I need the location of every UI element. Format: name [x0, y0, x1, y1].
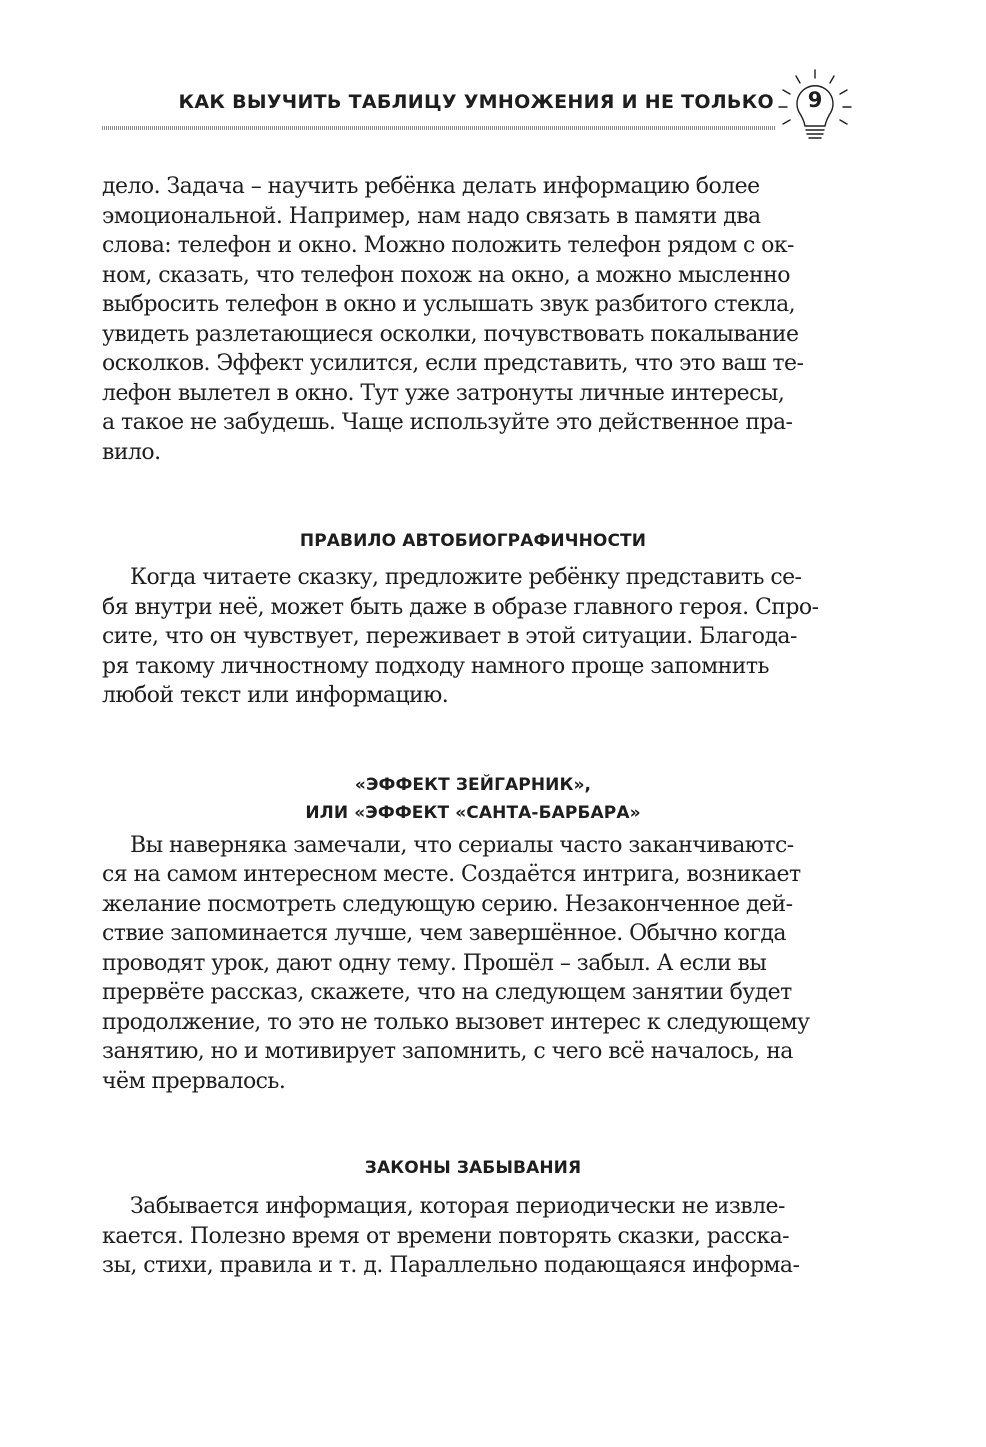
body-paragraph-zeigarnik: Вы наверняка замечали, что сериалы часто заканчиваютс- ся на самом интересном месте. Создаётся интрига, возникает желание посмотреть следующую серию. Незаконченное дей- ствие запоминается лучше, чем завершённое. Обычно когда проводят урок, дают одну тему. Прошёл – забыл. А если вы прервёте рассказ, скажете, что на следующем занятии будет продолжение, то это не только вызовет интерес к следующему занятию, но и мотивирует запомнить, с чего всё началось, на чём прервалось.	[102, 832, 810, 1094]
page-content	[102, 172, 844, 1281]
running-header	[102, 88, 782, 132]
running-title: КАК ВЫУЧИТЬ ТАБЛИЦУ УМНОЖЕНИЯ И НЕ ТОЛЬКО	[178, 91, 774, 113]
section-heading-zeigarnik: «ЭФФЕКТ ЗЕЙГАРНИК», ИЛИ «ЭФФЕКТ «САНТА-БАРБАРА»	[305, 774, 641, 823]
header-dotted-rule	[102, 126, 776, 130]
page-number: 9	[807, 88, 823, 112]
page-number-badge	[770, 62, 860, 152]
section-heading-autobiography: ПРАВИЛО АВТОБИОГРАФИЧНОСТИ	[299, 531, 647, 551]
body-paragraph-autobiography: Когда читаете сказку, предложите ребёнку представить се- бя внутри неё, может быть даже в образе главного героя. Спро- сите, что он чувствует, переживает в этой ситуации. Благода- ря такому личностному подходу намного проще запомнить любой текст или информацию.	[102, 565, 819, 708]
body-paragraph-forgetting: Забывается информация, которая периодически не извле- кается. Полезно время от времени повторять сказки, расска- зы, стихи, правила и т. д. Параллельно подающаяся информа-	[102, 1194, 800, 1278]
body-paragraph-intro: дело. Задача – научить ребёнка делать информацию более эмоциональной. Например, нам надо связать в памяти два слова: телефон и окно. Можно положить телефон рядом с ок- ном, сказать, что телефон похож на окно, а можно мысленно выбросить телефон в окно и услышать звук разбитого стекла, увидеть разлетающиеся осколки, почувствовать покалывание осколков. Эффект усилится, если представить, что это ваш те- лефон вылетел в окно. Тут уже затронуты личные интересы, а такое не забудешь. Чаще используйте это действенное пра- вило.	[102, 174, 804, 465]
section-heading-forgetting: ЗАКОНЫ ЗАБЫВАНИЯ	[364, 1158, 582, 1178]
